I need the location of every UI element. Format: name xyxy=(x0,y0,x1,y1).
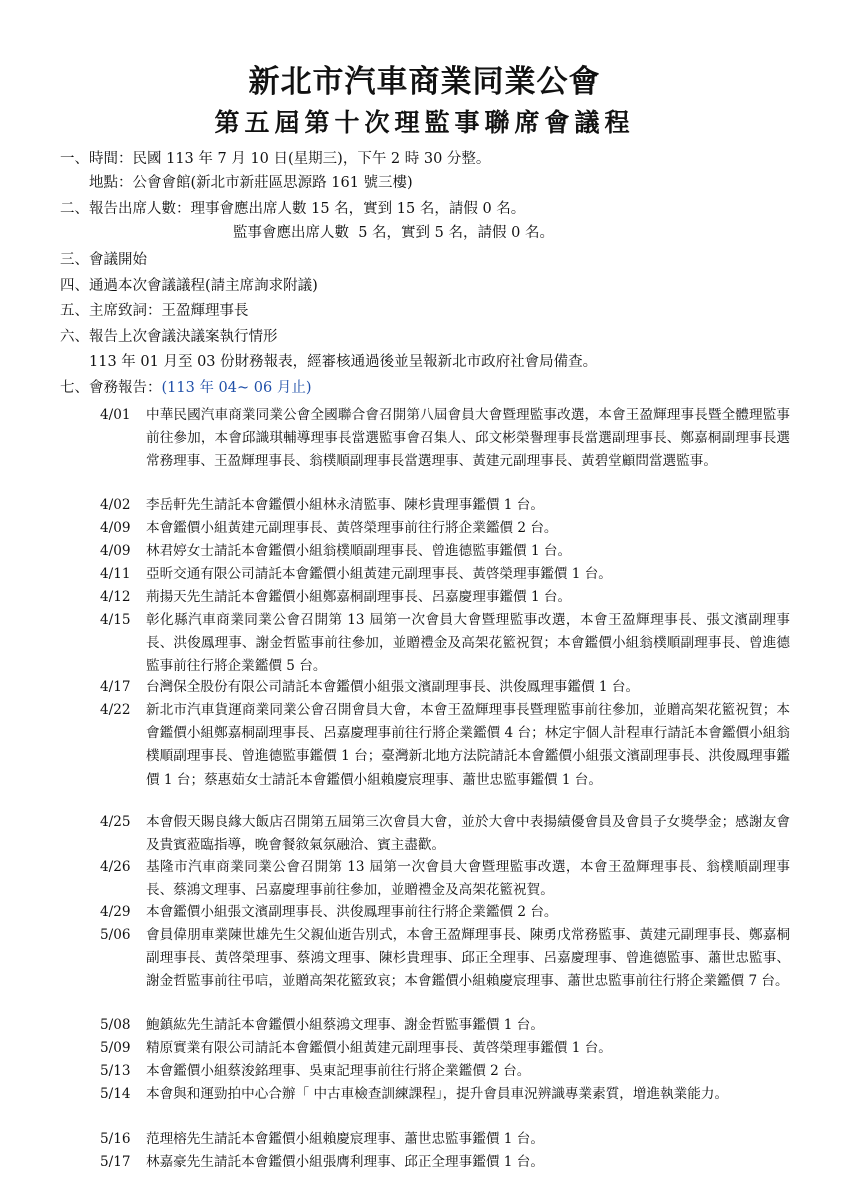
item-number: 二、 xyxy=(60,201,89,217)
report-text: 范理榕先生請託本會鑑價小組賴慶宸理事、蕭世忠監事鑑價 1 台。 xyxy=(146,1131,544,1147)
report-text: 中華民國汽車商業同業公會全國聯合會召開第八屆會員大會暨理監事改選，本會王盈輝理事長暨全體理監事前往參加，本會邱識琪輔導理事長當選監事會召集人、邱文彬榮譽理事長當選副理事長、鄭嘉桐副理事長選常務理事、王盈輝理事長、翁樸順副理事長當選理事、黃建元副理事長、黃碧堂顧問當選監事。 xyxy=(146,407,790,470)
report-text: 會員偉朋車業陳世雄先生父親仙逝告別式，本會王盈輝理事長、陳勇戊常務監事、黃建元副理事長、鄭嘉桐副理事長、黃啓榮理事、蔡鴻文理事、陳杉貴理事、邱正全理事、呂嘉慶理事、曾進德監事、蕭世忠監事、謝金哲監事前往弔唁，並贈高架花籃致哀；本會鑑價小組賴慶宸理事、蕭世忠監事前往行將企業鑑價 7 台。 xyxy=(146,927,790,990)
report-entry xyxy=(100,540,790,563)
report-date: 5/13 xyxy=(100,1063,131,1079)
report-period: (113 年 04~ 06 月止) xyxy=(161,380,312,396)
report-entry xyxy=(100,1060,790,1083)
report-date: 5/14 xyxy=(100,1086,131,1102)
report-text: 鮑鎮紘先生請託本會鑑價小組蔡鴻文理事、謝金哲監事鑑價 1 台。 xyxy=(146,1017,544,1033)
report-date: 4/11 xyxy=(100,566,131,582)
report-text: 本會鑑價小組黃建元副理事長、黃啓榮理事前往行將企業鑑價 2 台。 xyxy=(146,520,558,536)
report-date: 5/06 xyxy=(100,927,131,943)
report-entry xyxy=(100,563,790,586)
report-text: 新北市汽車貨運商業同業公會召開會員大會，本會王盈輝理事長暨理監事前往參加，並贈高架花籃祝賀；本會鑑價小組鄭嘉桐副理事長、呂嘉慶理事前往行將企業鑑價 4 台；林定宇個人計程車行請託本會鑑價小組翁樸順副理事長、曾進德監事鑑價 1 台；臺灣新北地方法院請託本會鑑價小組張文濱副理事長、洪俊鳳理事鑑價 1 台；蔡惠茹女士請託本會鑑價小組賴慶宸理事、蕭世忠監事鑑價 1 台。 xyxy=(146,702,790,788)
report-text: 彰化縣汽車商業同業公會召開第 13 屆第一次會員大會暨理監事改選，本會王盈輝理事長、張文濱副理事長、洪俊鳳理事、謝金哲監事前往參加，並贈禮金及高架花籃祝賀；本會鑑價小組翁樸順副理事長、曾進德監事前往行將企業鑑價 5 台。 xyxy=(146,612,790,675)
item-text: 會務報告： xyxy=(89,380,162,396)
report-entry xyxy=(100,586,790,609)
report-date: 4/15 xyxy=(100,612,131,628)
report-date: 4/26 xyxy=(100,859,131,875)
report-text: 李岳軒先生請託本會鑑價小組林永清監事、陳杉貴理事鑑價 1 台。 xyxy=(146,497,544,513)
item-text: 主席致詞：王盈輝理事長 xyxy=(89,303,249,319)
report-date: 5/16 xyxy=(100,1131,131,1147)
financial-report-note: 113 年 01 月至 03 份財務報表，經審核通過後並呈報新北市政府社會局備查。 xyxy=(89,354,598,370)
report-date: 5/09 xyxy=(100,1040,131,1056)
item-number: 三、 xyxy=(60,252,89,268)
agenda-item-approve-agenda xyxy=(60,279,318,294)
report-text: 亞昕交通有限公司請託本會鑑價小組黃建元副理事長、黃啓榮理事鑑價 1 台。 xyxy=(146,566,612,582)
report-date: 4/22 xyxy=(100,702,131,718)
agenda-location: 地點：公會會館(新北市新莊區思源路 161 號三樓) xyxy=(89,175,413,191)
report-text: 林君婷女士請託本會鑑價小組翁樸順副理事長、曾進德監事鑑價 1 台。 xyxy=(146,543,572,559)
report-entry xyxy=(100,1151,790,1174)
report-date: 4/09 xyxy=(100,520,131,536)
report-date: 4/01 xyxy=(100,407,131,423)
report-date: 5/17 xyxy=(100,1154,131,1170)
report-entry xyxy=(100,901,790,924)
agenda-item-previous-resolutions xyxy=(60,330,278,345)
report-text: 荊揚天先生請託本會鑑價小組鄭嘉桐副理事長、呂嘉慶理事鑑價 1 台。 xyxy=(146,589,572,605)
report-entry xyxy=(100,1014,790,1037)
agenda-item-opening xyxy=(60,253,147,268)
association-title: 新北市汽車商業同業公會 xyxy=(248,64,601,100)
report-entry xyxy=(100,924,790,994)
report-date: 4/09 xyxy=(100,543,131,559)
report-date: 4/02 xyxy=(100,497,131,513)
report-date: 4/12 xyxy=(100,589,131,605)
report-text: 本會假天賜良緣大飯店召開第五屆第三次會員大會，並於大會中表揚績優會員及會員子女獎學金；感謝友會及貴賓蒞臨指導，晚會餐敘氣氛融洽、賓主盡歡。 xyxy=(146,814,790,854)
report-entry xyxy=(100,1128,790,1151)
report-entry xyxy=(100,676,790,699)
item-text: 會議開始 xyxy=(89,252,147,268)
report-text: 本會鑑價小組蔡浚銘理事、吳東記理事前往行將企業鑑價 2 台。 xyxy=(146,1063,531,1079)
report-text: 精原實業有限公司請託本會鑑價小組黃建元副理事長、黃啓榮理事鑑價 1 台。 xyxy=(146,1040,612,1056)
report-entry xyxy=(100,494,790,517)
item-number: 七、 xyxy=(60,380,89,396)
report-entry xyxy=(100,811,790,857)
item-text: 通過本次會議議程(請主席詢求附議) xyxy=(89,278,318,294)
item-text: 報告上次會議決議案執行情形 xyxy=(89,329,278,345)
meeting-title: 第五屆第十次理監事聯席會議程 xyxy=(214,108,635,137)
report-entry xyxy=(100,699,790,792)
item-number: 一、 xyxy=(60,151,89,167)
report-text: 林嘉豪先生請託本會鑑價小組張膺利理事、邱正全理事鑑價 1 台。 xyxy=(146,1154,544,1170)
item-number: 五、 xyxy=(60,303,89,319)
report-date: 4/17 xyxy=(100,679,131,695)
report-date: 4/29 xyxy=(100,904,131,920)
report-entry xyxy=(100,1037,790,1060)
report-text: 本會與和運勁拍中心合辦「 中古車檢查訓練課程」，提升會員車況辨識專業素質，增進執業能力。 xyxy=(146,1086,729,1102)
report-date: 5/08 xyxy=(100,1017,131,1033)
report-entry xyxy=(100,517,790,540)
agenda-item-attendance xyxy=(60,202,525,217)
report-text: 台灣保全股份有限公司請託本會鑑價小組張文濱副理事長、洪俊鳳理事鑑價 1 台。 xyxy=(146,679,640,695)
item-text: 報告出席人數：理事會應出席人數 15 名，實到 15 名，請假 0 名。 xyxy=(89,201,526,217)
report-entry xyxy=(100,609,790,679)
item-number: 四、 xyxy=(60,278,89,294)
item-number: 六、 xyxy=(60,329,89,345)
report-text: 本會鑑價小組張文濱副理事長、洪俊鳳理事前往行將企業鑑價 2 台。 xyxy=(146,904,558,920)
report-entry xyxy=(100,1083,790,1106)
agenda-item-affairs-report xyxy=(60,381,311,396)
report-entry xyxy=(100,856,790,902)
report-date: 4/25 xyxy=(100,814,131,830)
report-text: 基隆市汽車商業同業公會召開第 13 屆第一次會員大會暨理監事改選，本會王盈輝理事長、翁樸順副理事長、蔡鴻文理事、呂嘉慶理事前往參加，並贈禮金及高架花籃祝賀。 xyxy=(146,859,790,899)
report-entry xyxy=(100,404,790,474)
agenda-item-chair-speech xyxy=(60,304,249,319)
supervisors-attendance: 監事會應出席人數 5 名，實到 5 名，請假 0 名。 xyxy=(233,225,554,241)
item-text: 時間：民國 113 年 7 月 10 日(星期三)，下午 2 時 30 分整。 xyxy=(89,151,491,167)
agenda-item-time xyxy=(60,152,490,167)
